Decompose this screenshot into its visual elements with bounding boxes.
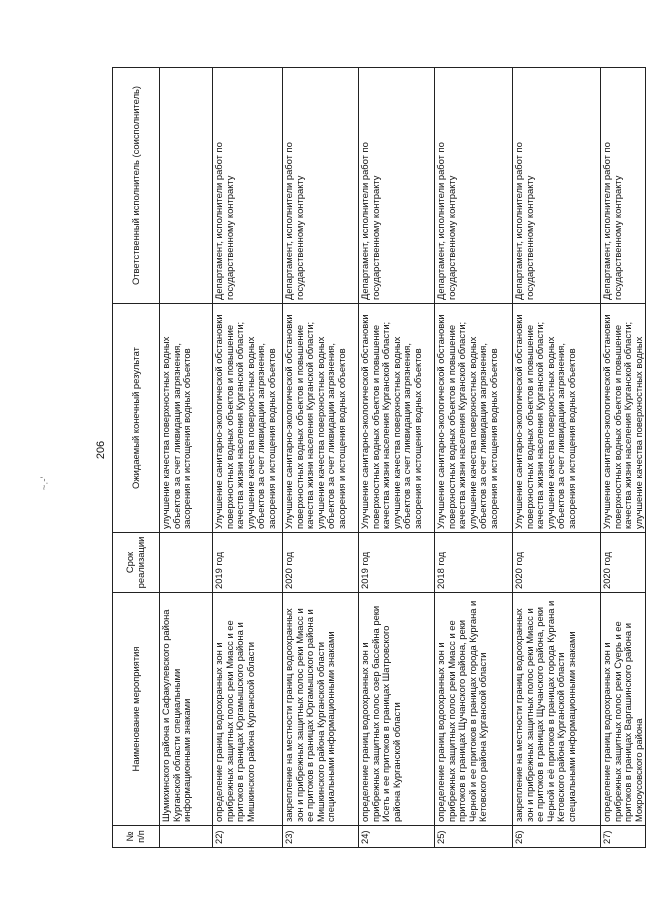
row-name: определение границ водоохранных зон и прибрежных защитных полос реки Суерь и ее притоков в границах Варгашинского района и Мокроусовского района bbox=[601, 593, 646, 826]
row-name: определение границ водоохранных зон и прибрежных защитных полос реки Миасс и ее притоков в границах Юргамышского района и Мишкинского района Курганской области bbox=[213, 593, 283, 826]
row-result: Улучшение санитарно-экологической обстановки поверхностных водных объектов и повышение качества жизни населения Курганской области; улучшение качества поверхностных водных объектов за счет ликвидации загрязнения, засорения и истощения водных объектов bbox=[283, 304, 359, 533]
row-term: 2020 год bbox=[513, 533, 601, 593]
row-num bbox=[160, 826, 213, 848]
row-responsible: Департамент, исполнители работ по государственному контракту bbox=[359, 68, 435, 304]
scan-mark: ~.-' bbox=[39, 476, 51, 491]
row-num: 23) bbox=[283, 826, 359, 848]
table-row bbox=[283, 68, 359, 848]
row-responsible: Департамент, исполнители работ по государственному контракту bbox=[513, 68, 601, 304]
header-result: Ожидаемый конечный результат bbox=[113, 304, 160, 533]
row-term: 2019 год bbox=[359, 533, 435, 593]
row-result: улучшение качества поверхностных водных объектов за счет ликвидации загрязнения, засорения и истощения водных объектов bbox=[160, 304, 213, 533]
table-header-row bbox=[113, 68, 160, 848]
row-num: 24) bbox=[359, 826, 435, 848]
table-row bbox=[435, 68, 513, 848]
row-result: Улучшение санитарно-экологической обстановки поверхностных водных объектов и повышение качества жизни населения Курганской области; улучшение качества поверхностных водных объектов за счет ликвидации загрязнения, засорения и истощения водных объектов bbox=[435, 304, 513, 533]
row-term: 2018 год bbox=[435, 533, 513, 593]
table-row bbox=[513, 68, 601, 848]
row-name: определение границ водоохранных зон и прибрежных защитных полос озер бассейна реки Исеть и ее притоков в границах Шатровского района Курганской области bbox=[359, 593, 435, 826]
row-responsible bbox=[160, 68, 213, 304]
row-responsible: Департамент, исполнители работ по государственному контракту bbox=[601, 68, 646, 304]
row-responsible: Департамент, исполнители работ по государственному контракту bbox=[283, 68, 359, 304]
row-result: Улучшение санитарно-экологической обстановки поверхностных водных объектов и повышение качества жизни населения Курганской области; улучшение качества поверхностных водных объектов за счет ликвидации загрязнения, засорения и истощения водных объектов bbox=[213, 304, 283, 533]
header-term: Срок реализации bbox=[113, 533, 160, 593]
row-term bbox=[160, 533, 213, 593]
row-num: 22) bbox=[213, 826, 283, 848]
row-name: закрепление на местности границ водоохранных зон и прибрежных защитных полос реки Миасс и ее притоков в границах Щучанского района, реки Черной и её притоков в границах города Кургана и Кетовского района Курганской области специальными информационными знаками bbox=[513, 593, 601, 826]
row-term: 2020 год bbox=[601, 533, 646, 593]
row-responsible: Департамент, исполнители работ по государственному контракту bbox=[435, 68, 513, 304]
row-num: 27) bbox=[601, 826, 646, 848]
table-row bbox=[213, 68, 283, 848]
header-responsible: Ответственный исполнитель (соисполнитель) bbox=[113, 68, 160, 304]
table-row bbox=[601, 68, 646, 848]
row-result: Улучшение санитарно-экологической обстановки поверхностных водных объектов и повышение качества жизни населения Курганской области; улучшение качества поверхностных водных объектов за счет ликвидации загрязнения, засорения и истощения водных объектов bbox=[359, 304, 435, 533]
row-term: 2019 год bbox=[213, 533, 283, 593]
measures-table bbox=[112, 67, 646, 848]
row-name: определение границ водоохранных зон и прибрежных защитных полос реки Миасс и ее притоков в границах Щучанского района, реки Черной и ее притоков в границах города Кургана и Кетовского района Курганской области bbox=[435, 593, 513, 826]
header-name: Наименование мероприятия bbox=[113, 593, 160, 826]
row-result: Улучшение санитарно-экологической обстановки поверхностных водных объектов и повышение качества жизни населения Курганской области; улучшение качества поверхностных водных bbox=[601, 304, 646, 533]
row-num: 25) bbox=[435, 826, 513, 848]
header-num: № п/п bbox=[113, 826, 160, 848]
row-name: Шумихинского района и Сафакулевского района Курганской области специальными информационными знаками bbox=[160, 593, 213, 826]
rotated-table-container bbox=[112, 68, 644, 848]
table-row bbox=[359, 68, 435, 848]
page-number: 206 bbox=[95, 440, 108, 460]
row-num: 26) bbox=[513, 826, 601, 848]
row-name: закрепление на местности границ водоохранных зон и прибрежных защитных полос реки Миасс и ее притоков в границах Юргамышского района и Мишкинского района Курганской области специальными информационными знаками bbox=[283, 593, 359, 826]
table-row bbox=[160, 68, 213, 848]
row-result: Улучшение санитарно-экологической обстановки поверхностных водных объектов и повышение качества жизни населения Курганской области; улучшение качества поверхностных водных объектов за счет ликвидации загрязнения, засорения и истощения водных объектов bbox=[513, 304, 601, 533]
row-term: 2020 год bbox=[283, 533, 359, 593]
row-responsible: Департамент, исполнители работ по государственному контракту bbox=[213, 68, 283, 304]
